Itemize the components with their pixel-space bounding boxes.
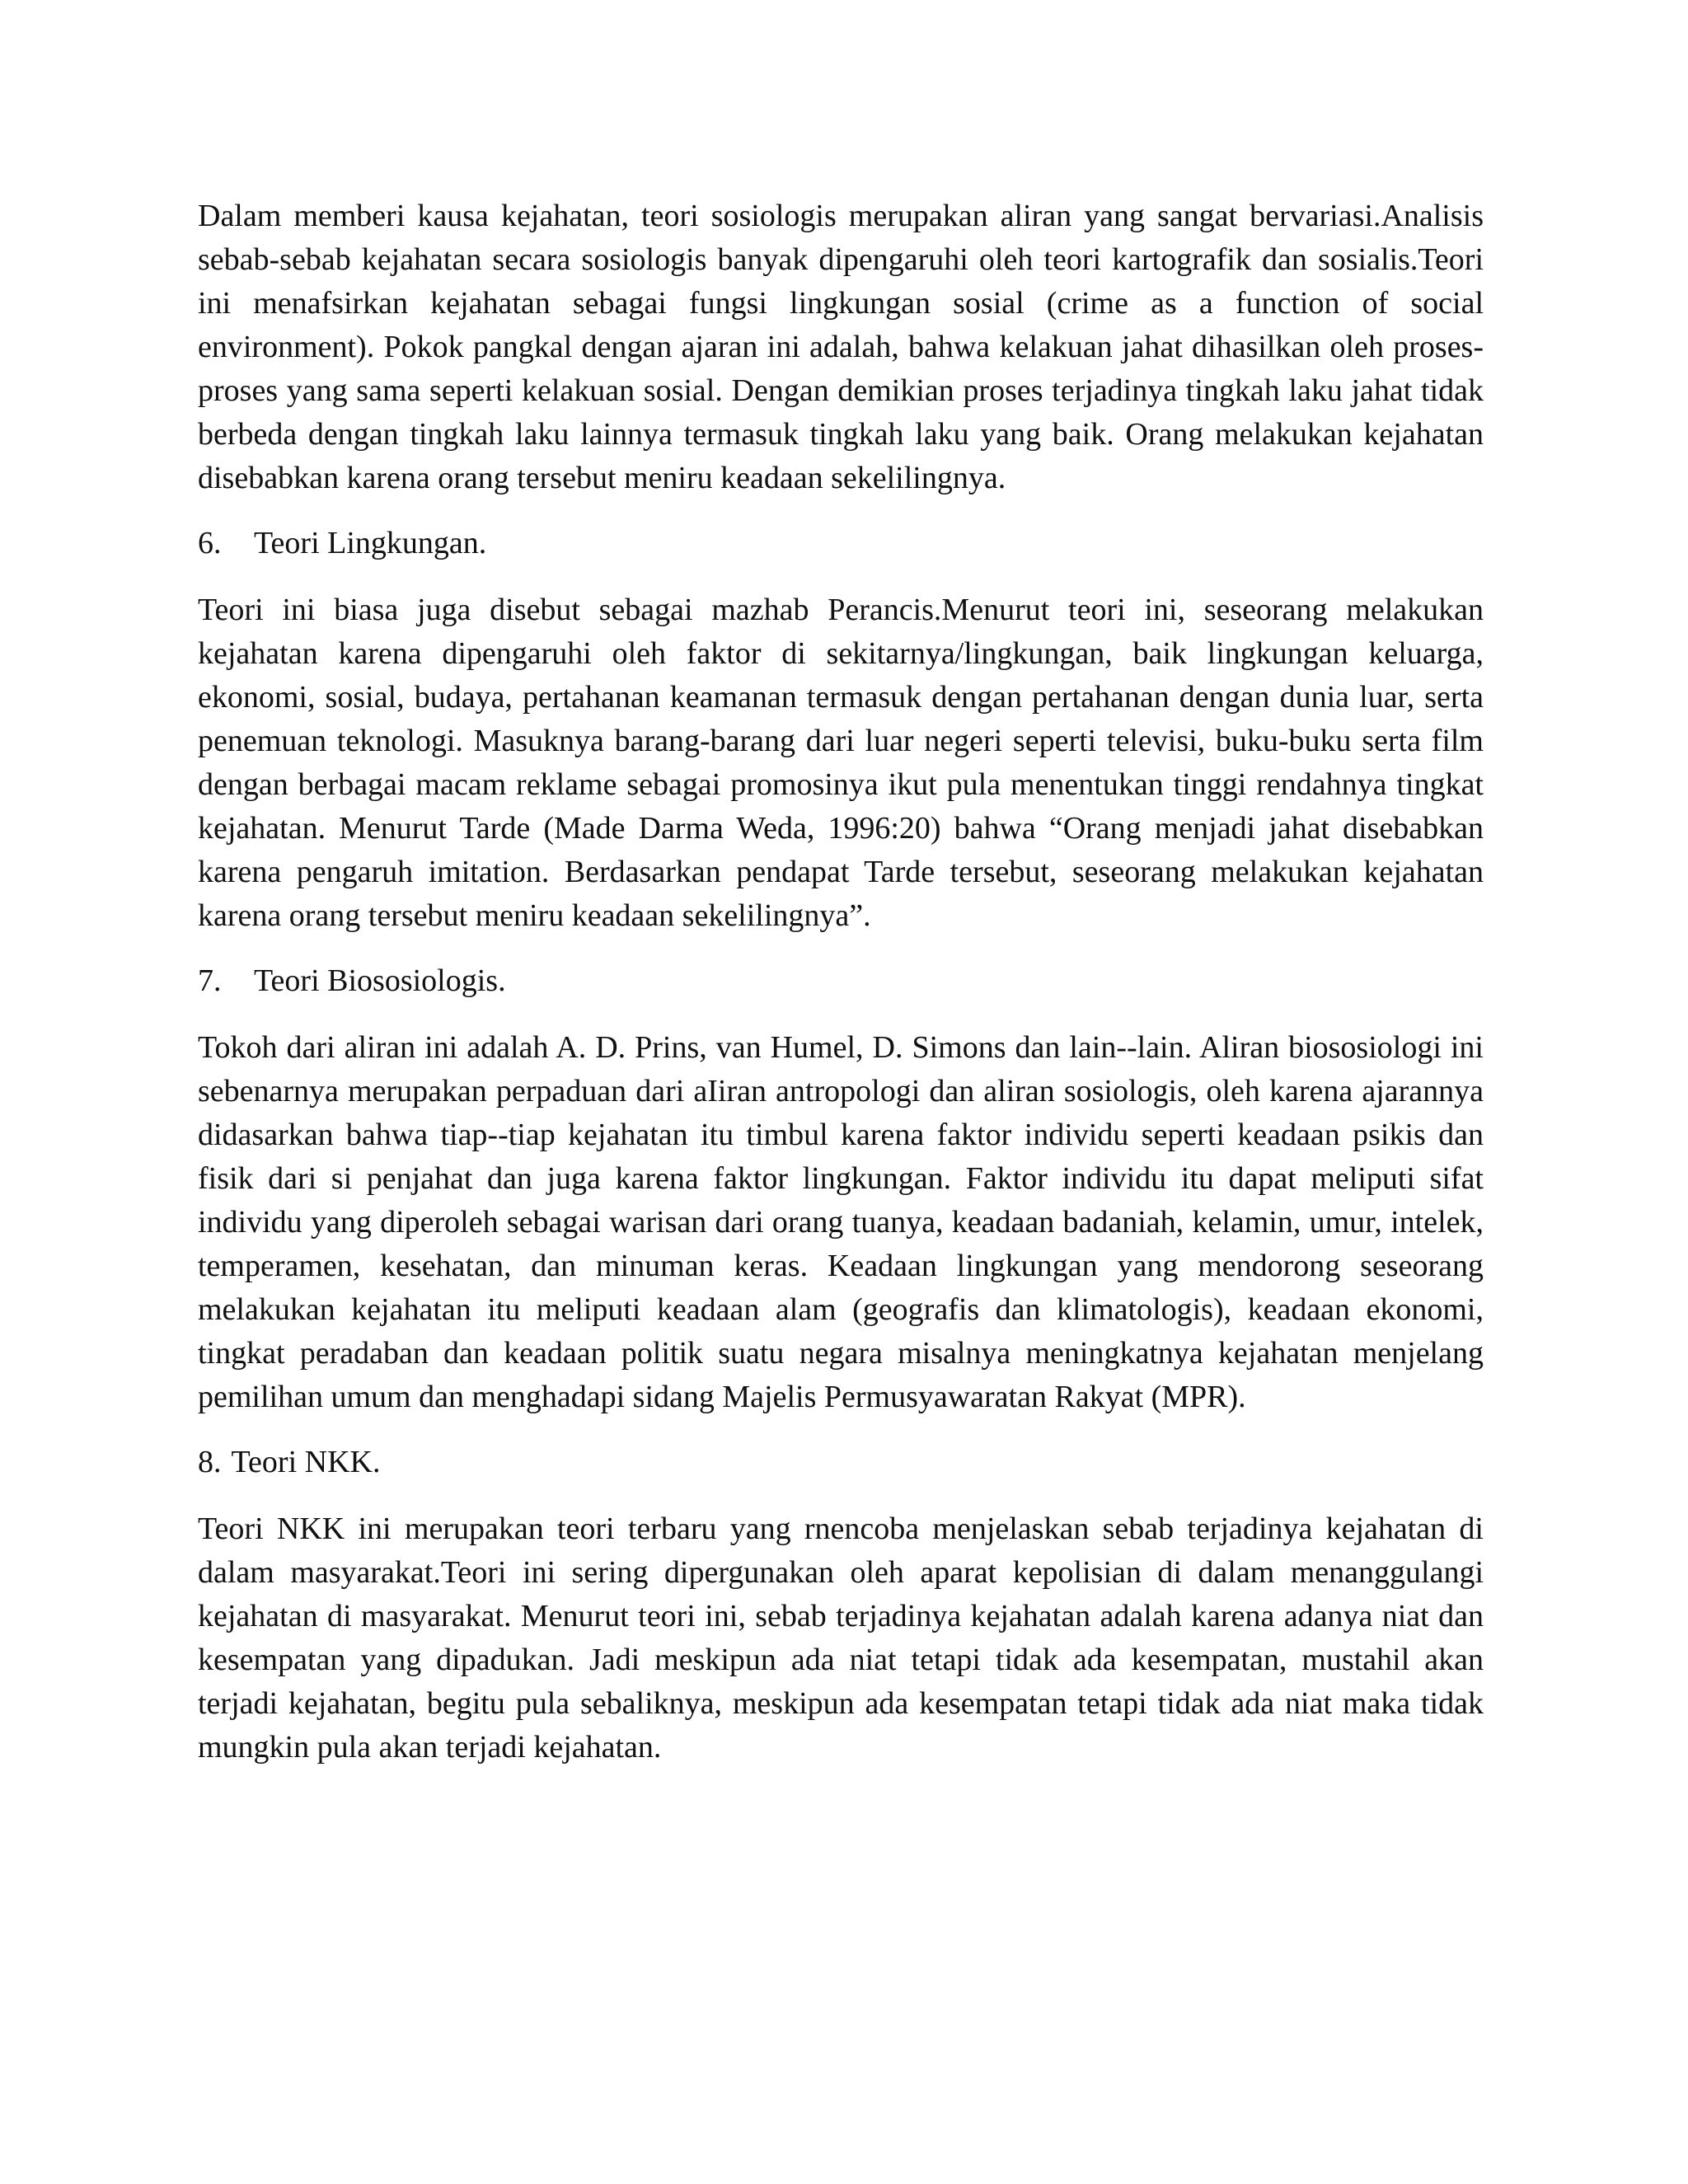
section-heading-6	[198, 522, 1484, 565]
section-title: Teori Biososiologis.	[254, 963, 506, 998]
paragraph-sociological-theory: Dalam memberi kausa kejahatan, teori sosiologis merupakan aliran yang sangat bervariasi.Analisis sebab-sebab kejahatan secara sosiologis banyak dipengaruhi oleh teori kartografik dan sosialis.Teori ini menafsirkan kejahatan sebagai fungsi lingkungan sosial (crime as a function of social environment). Pokok pangkal dengan ajaran ini adalah, bahwa kelakuan jahat dihasilkan oleh proses-proses yang sama seperti kelakuan sosial. Dengan demikian proses terjadinya tingkah laku jahat tidak berbeda dengan tingkah laku lainnya termasuk tingkah laku yang baik. Orang melakukan kejahatan disebabkan karena orang tersebut meniru keadaan sekelilingnya.	[198, 199, 1484, 495]
document-body	[198, 194, 1484, 1769]
section-number: 6.	[198, 526, 222, 560]
section-number: 7.	[198, 963, 222, 998]
section-title: Teori NKK.	[231, 1445, 381, 1479]
section-number: 8.	[198, 1445, 222, 1479]
section-heading-7	[198, 959, 1484, 1003]
paragraph-environment-theory: Teori ini biasa juga disebut sebagai mazhab Perancis.Menurut teori ini, seseorang melakukan kejahatan karena dipengaruhi oleh faktor di sekitarnya/lingkungan, baik lingkungan keluarga, ekonomi, sosial, budaya, pertahanan keamanan termasuk dengan pertahanan dengan dunia luar, serta penemuan teknologi. Masuknya barang-barang dari luar negeri seperti televisi, buku-buku serta film dengan berbagai macam reklame sebagai promosinya ikut pula menentukan tinggi rendahnya tingkat kejahatan. Menurut Tarde (Made Darma Weda, 1996:20) bahwa “Orang menjadi jahat disebabkan karena pengaruh imitation. Berdasarkan pendapat Tarde tersebut, seseorang melakukan kejahatan karena orang tersebut meniru keadaan sekelilingnya”.	[198, 593, 1484, 933]
section-heading-8	[198, 1441, 1484, 1484]
paragraph-nkk-theory: Teori NKK ini merupakan teori terbaru yang rnencoba menjelaskan sebab terjadinya kejahatan di dalam masyarakat.Teori ini sering dipergunakan oleh aparat kepolisian di dalam menanggulangi kejahatan di masyarakat. Menurut teori ini, sebab terjadinya kejahatan adalah karena adanya niat dan kesempatan yang dipadukan. Jadi meskipun ada niat tetapi tidak ada kesempatan, mustahil akan terjadi kejahatan, begitu pula sebaliknya, meskipun ada kesempatan tetapi tidak ada niat maka tidak mungkin pula akan terjadi kejahatan.	[198, 1511, 1484, 1765]
section-title: Teori Lingkungan.	[254, 526, 487, 560]
paragraph-biosociological-theory: Tokoh dari aliran ini adalah A. D. Prins, van Humel, D. Simons dan lain--lain. Aliran biososiologi ini sebenarnya merupakan perpaduan dari aIiran antropologi dan aliran sosiologis, oleh karena ajarannya didasarkan bahwa tiap--tiap kejahatan itu timbul karena faktor individu seperti keadaan psikis dan fisik dari si penjahat dan juga karena faktor lingkungan. Faktor individu itu dapat meliputi sifat individu yang diperoleh sebagai warisan dari orang tuanya, keadaan badaniah, kelamin, umur, intelek, temperamen, kesehatan, dan minuman keras. Keadaan lingkungan yang mendorong seseorang melakukan kejahatan itu meliputi keadaan alam (geografis dan klimatologis), keadaan ekonomi, tingkat peradaban dan keadaan politik suatu negara misalnya meningkatnya kejahatan menjelang pemilihan umum dan menghadapi sidang Majelis Permusyawaratan Rakyat (MPR).	[198, 1030, 1484, 1414]
